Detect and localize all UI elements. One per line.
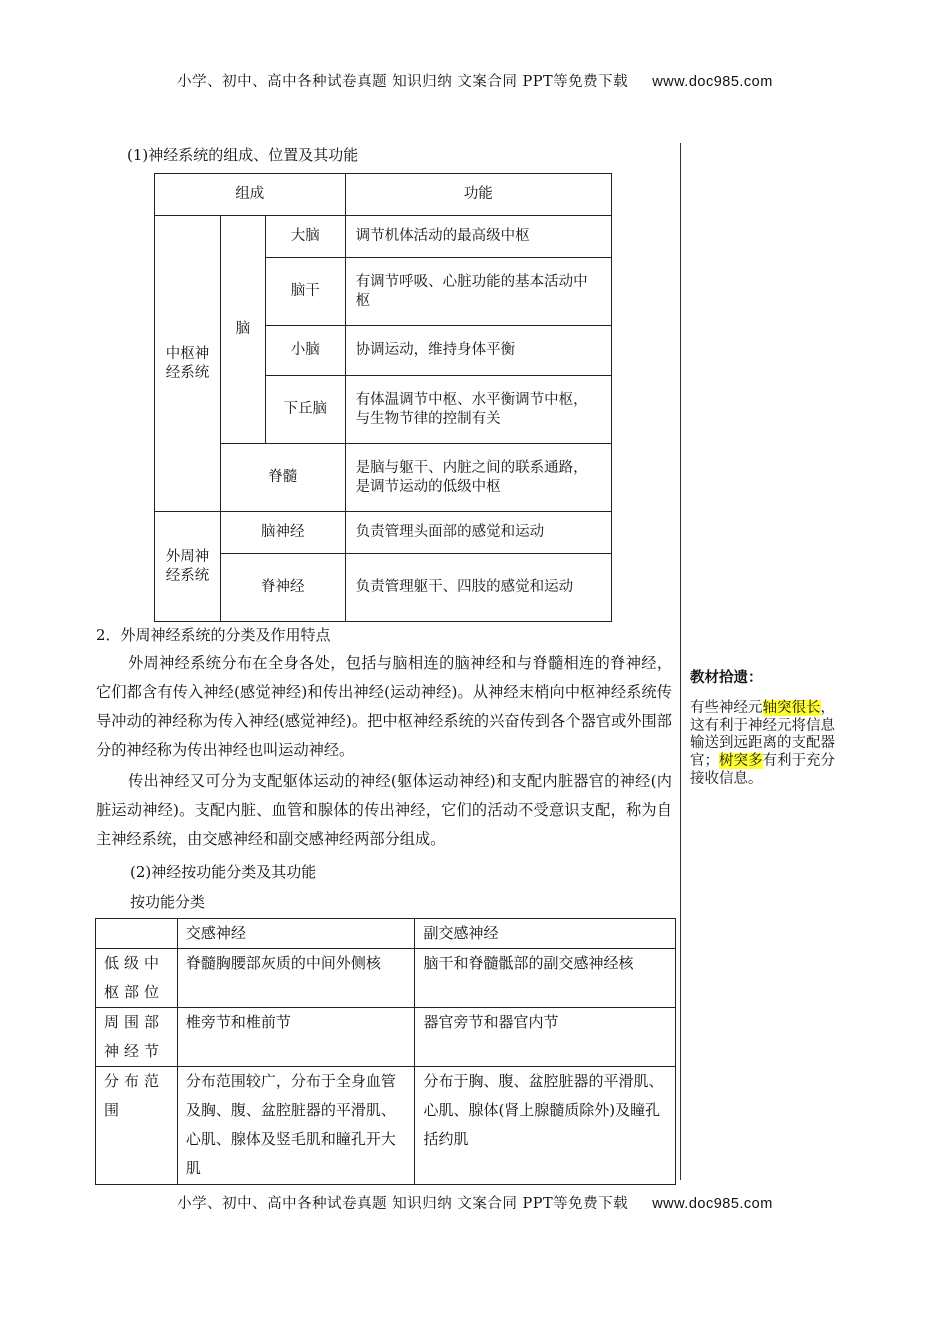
spinal-nerves-function: 负责管理躯干、四肢的感觉和运动 xyxy=(345,554,611,622)
cerebellum: 小脑 xyxy=(265,326,345,376)
th-composition: 组成 xyxy=(155,174,346,216)
row-label-center: 低级中枢部位 xyxy=(96,949,178,1008)
subtitle-by-function: 按功能分类 xyxy=(130,893,206,911)
sym-distribution: 分布范围较广，分布于全身血管及胸、腹、盆腔脏器的平滑肌、心肌、腺体及竖毛肌和瞳孔开大肌 xyxy=(177,1067,415,1185)
hypothalamus-function: 有体温调节中枢、水平衡调节中枢，与生物节律的控制有关 xyxy=(345,376,611,444)
th-blank xyxy=(96,919,178,949)
central-nervous-system: 中枢神经系统 xyxy=(155,216,221,512)
peripheral-nervous-system: 外周神经系统 xyxy=(155,512,221,622)
sym-ganglion: 椎旁节和椎前节 xyxy=(177,1008,415,1067)
page-header xyxy=(0,70,950,91)
header-text: 小学、初中、高中各种试卷真题 知识归纳 文案合同 PPT等免费下载 xyxy=(177,74,629,90)
section2-title: 2．外周神经系统的分类及作用特点 xyxy=(96,626,331,644)
paragraph-2: 传出神经又可分为支配躯体运动的神经(躯体运动神经)和支配内脏器官的神经(内脏运动神经)。支配内脏、血管和腺体的传出神经，它们的活动不受意识支配，称为自主神经系统，由交感神经和副交感神经两部分组成。 xyxy=(96,772,672,848)
th-parasympathetic: 副交感神经 xyxy=(415,919,676,949)
sidebar-title: 教材拾遗： xyxy=(690,670,763,686)
nervous-system-table xyxy=(154,173,612,622)
para-center: 脑干和脊髓骶部的副交感神经核 xyxy=(415,949,676,1008)
page-footer xyxy=(0,1192,950,1213)
brain: 脑 xyxy=(220,216,265,444)
autonomic-table xyxy=(95,918,676,1185)
spinal-nerves: 脊神经 xyxy=(220,554,345,622)
header-url[interactable]: www.doc985.com xyxy=(652,74,773,90)
row-label-ganglion: 周围部神经节 xyxy=(96,1008,178,1067)
section1-title: (1)神经系统的组成、位置及其功能 xyxy=(127,146,359,164)
cerebellum-function: 协调运动，维持身体平衡 xyxy=(345,326,611,376)
sidebar-body: 有些神经元轴突很长，这有利于神经元将信息输送到远距离的支配器官；树突多有利于充分接收信息。 xyxy=(690,699,835,787)
highlight-long-axon: 轴突很长 xyxy=(762,699,821,716)
cranial-nerves-function: 负责管理头面部的感觉和运动 xyxy=(345,512,611,554)
row-label-distribution: 分布范围 xyxy=(96,1067,178,1185)
margin-divider xyxy=(680,143,681,1180)
brainstem: 脑干 xyxy=(265,258,345,326)
paragraph-1: 外周神经系统分布在全身各处，包括与脑相连的脑神经和与脊髓相连的脊神经，它们都含有传入神经(感觉神经)和传出神经(运动神经)。从神经末梢向中枢神经系统传导冲动的神经称为传入神经(感觉神经)。把中枢神经系统的兴奋传到各个器官或外围部分的神经称为传出神经也叫运动神经。 xyxy=(96,654,672,759)
th-function: 功能 xyxy=(345,174,611,216)
cranial-nerves: 脑神经 xyxy=(220,512,345,554)
brainstem-function: 有调节呼吸、心脏功能的基本活动中枢 xyxy=(345,258,611,326)
sym-center: 脊髓胸腰部灰质的中间外侧核 xyxy=(177,949,415,1008)
cerebrum: 大脑 xyxy=(265,216,345,258)
footer-url[interactable]: www.doc985.com xyxy=(652,1196,773,1212)
para-distribution: 分布于胸、腹、盆腔脏器的平滑肌、心肌、腺体(肾上腺髓质除外)及瞳孔括约肌 xyxy=(415,1067,676,1185)
th-sympathetic: 交感神经 xyxy=(177,919,415,949)
para-ganglion: 器官旁节和器官内节 xyxy=(415,1008,676,1067)
hypothalamus: 下丘脑 xyxy=(265,376,345,444)
footer-text: 小学、初中、高中各种试卷真题 知识归纳 文案合同 PPT等免费下载 xyxy=(177,1196,629,1212)
sidebar-note xyxy=(690,670,842,789)
spinal-cord: 脊髓 xyxy=(220,444,345,512)
highlight-many-dendrites: 树突多 xyxy=(719,753,763,770)
cerebrum-function: 调节机体活动的最高级中枢 xyxy=(345,216,611,258)
spinal-cord-function: 是脑与躯干、内脏之间的联系通路，是调节运动的低级中枢 xyxy=(345,444,611,512)
subtitle-classification: (2)神经按功能分类及其功能 xyxy=(130,863,317,881)
